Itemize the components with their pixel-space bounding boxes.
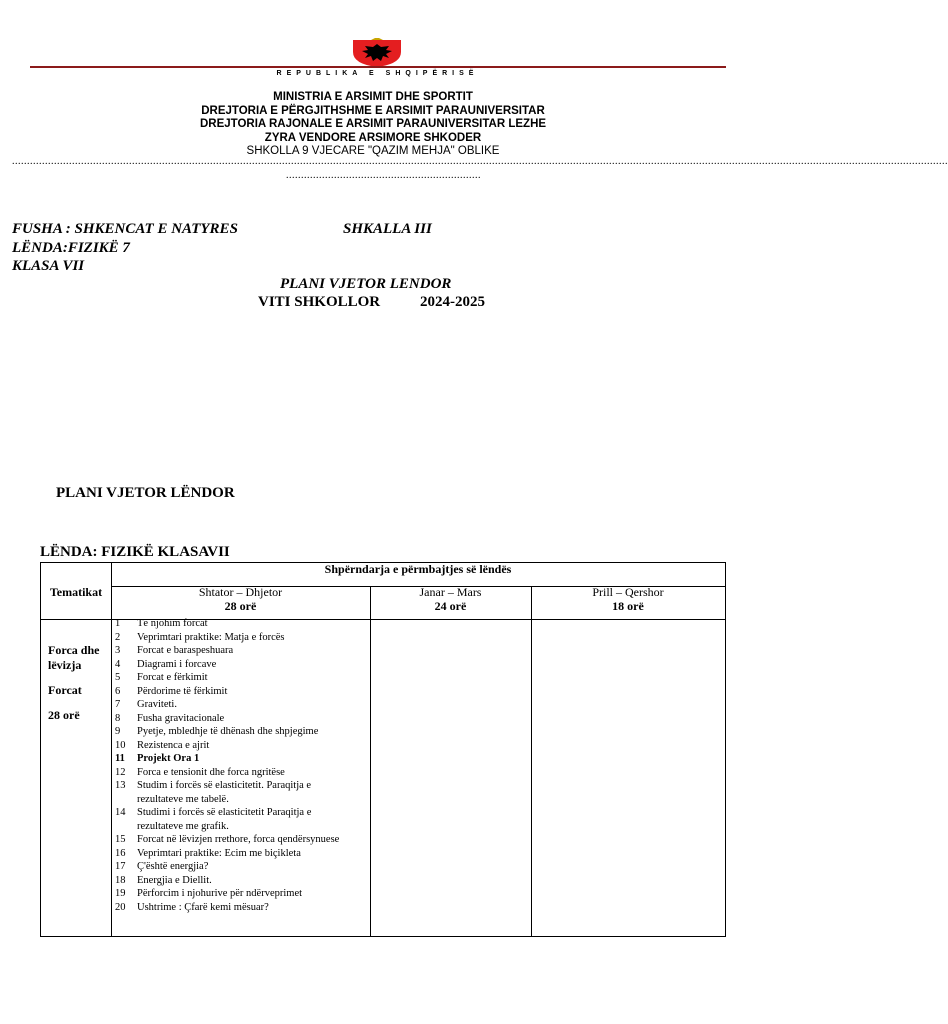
lesson-item (115, 752, 199, 766)
school-year-value: 2024-2025 (420, 294, 485, 310)
header-rule (30, 66, 726, 68)
dotted-separator: ........................................................................................................................................................................................................................................................................................................................ (12, 156, 948, 167)
lesson-item (115, 739, 209, 753)
theme-cell (48, 643, 99, 723)
lesson-title: Fusha gravitacionale (137, 712, 225, 724)
lesson-title: Studim i forcës së elasticitetit. Paraqitja e (137, 780, 312, 791)
albania-emblem-icon (349, 38, 405, 68)
lesson-number: 20 (115, 901, 126, 913)
lesson-title: Veprimtari praktike: Matja e forcës (137, 631, 285, 643)
theme-hours: 28 orë (48, 708, 80, 722)
lesson-title: Të njohim forcat (137, 618, 208, 629)
section-title: PLANI VJETOR LËNDOR (56, 485, 235, 501)
period-1-name: Shtator – Dhjetor (198, 585, 283, 599)
klasa-label: KLASA VII (12, 258, 85, 274)
lesson-item (115, 779, 311, 793)
lesson-item (115, 887, 302, 901)
lesson-title: Veprimtari praktike: Ecim me biçikleta (137, 847, 301, 859)
tematikat-header: Tematikat (49, 585, 103, 599)
lesson-title: Ushtrime : Çfarë kemi mësuar? (137, 901, 269, 913)
lesson-number: 15 (115, 834, 126, 845)
lesson-number: 5 (115, 672, 121, 683)
lesson-title: Përdorime të fërkimit (137, 685, 228, 697)
lesson-title: Graviteti. (137, 699, 177, 710)
lesson-number: 11 (115, 753, 125, 764)
period-1-hours: 28 orë (224, 599, 257, 613)
lesson-item (115, 631, 285, 645)
lesson-item (115, 806, 311, 820)
subject-class-label: LËNDA: FIZIKË KLASAVII (40, 544, 230, 560)
lesson-title-continuation: rezultateve me grafik. (137, 820, 229, 832)
lesson-title: Studimi i forcës së elasticitetit Paraqitja e (137, 807, 312, 818)
lesson-title: Ç'është energjia? (137, 861, 209, 872)
lesson-title: Projekt Ora 1 (137, 753, 200, 764)
lenda-label: LËNDA:FIZIKË 7 (12, 240, 130, 256)
lesson-item (115, 901, 269, 915)
lesson-number: 3 (115, 645, 121, 656)
lesson-number: 9 (115, 726, 121, 737)
lesson-title-continuation: rezultateve me tabelë. (137, 793, 229, 805)
local-office-line: ZYRA VENDORE ARSIMORE SHKODER (264, 132, 482, 144)
fusha-label: FUSHA : SHKENCAT E NATYRES (12, 221, 238, 237)
lesson-title: Forca e tensionit dhe forca ngritëse (137, 766, 285, 778)
lesson-item (115, 617, 208, 631)
period-3-hours: 18 orë (612, 599, 644, 613)
theme-subtitle: Forcat (48, 683, 82, 697)
distribution-header: Shpërndarja e përmbajtjes së lëndës (324, 562, 512, 576)
lesson-title: Energjia e Diellit. (137, 874, 212, 886)
lesson-item (115, 874, 212, 888)
lesson-item (115, 671, 208, 685)
period-2-name: Janar – Mars (419, 585, 482, 599)
lesson-title: Forcat e fërkimit (137, 672, 208, 683)
lesson-item (115, 833, 339, 847)
lesson-title: Rezistenca e ajrit (137, 739, 210, 751)
lesson-number: 4 (115, 658, 121, 670)
directorate-regional-line: DREJTORIA RAJONALE E ARSIMIT PARAUNIVERSITAR LEZHE (199, 118, 547, 130)
lesson-title: Forcat e baraspeshuara (137, 645, 234, 656)
lesson-item (115, 860, 208, 874)
lesson-number: 6 (115, 685, 121, 697)
lesson-number: 19 (115, 888, 126, 899)
lesson-title: Pyetje, mbledhje të dhënash dhe shpjegime (137, 726, 319, 737)
lesson-number: 10 (115, 739, 126, 751)
dotted-separator-short: ................................................................. (286, 170, 481, 181)
lesson-item (115, 847, 301, 861)
period-2-hours: 24 orë (434, 599, 467, 613)
lesson-item (115, 725, 318, 739)
school-year-label: VITI SHKOLLOR (258, 294, 381, 310)
lesson-number: 17 (115, 861, 126, 872)
lesson-item (115, 685, 227, 699)
lesson-number: 13 (115, 780, 126, 791)
lesson-item (115, 644, 233, 658)
lesson-number: 12 (115, 766, 126, 778)
lesson-item (115, 766, 285, 780)
shkalla-label: SHKALLA III (343, 221, 432, 237)
directorate-general-line: DREJTORIA E PËRGJITHSHME E ARSIMIT PARAUNIVERSITAR (201, 105, 545, 117)
lesson-title: Përforcim i njohurive për ndërveprimet (137, 888, 303, 899)
period-3-name: Prill – Qershor (592, 585, 664, 599)
lesson-number: 2 (115, 631, 121, 643)
lesson-number: 14 (115, 807, 126, 818)
lesson-item (115, 658, 216, 672)
lesson-number: 8 (115, 712, 121, 724)
lesson-item (115, 712, 224, 726)
lesson-number: 18 (115, 874, 126, 886)
republic-caption: REPUBLIKA E SHQIPËRISË (276, 70, 479, 77)
school-name-line: SHKOLLA 9 VJECARE "QAZIM MEHJA" OBLIKE (246, 145, 500, 157)
lesson-title: Diagrami i forcave (137, 658, 217, 670)
lesson-title: Forcat në lëvizjen rrethore, forca qendërsynuese (137, 834, 340, 845)
lesson-item (115, 698, 177, 712)
lesson-number: 1 (115, 618, 121, 629)
ministry-line: MINISTRIA E ARSIMIT DHE SPORTIT (273, 91, 473, 103)
lesson-number: 16 (115, 847, 126, 859)
plan-title: PLANI VJETOR LENDOR (280, 276, 452, 292)
theme-title-1: Forca dhe (48, 643, 100, 657)
theme-title-2: lëvizja (48, 658, 82, 672)
lesson-number: 7 (115, 699, 121, 710)
